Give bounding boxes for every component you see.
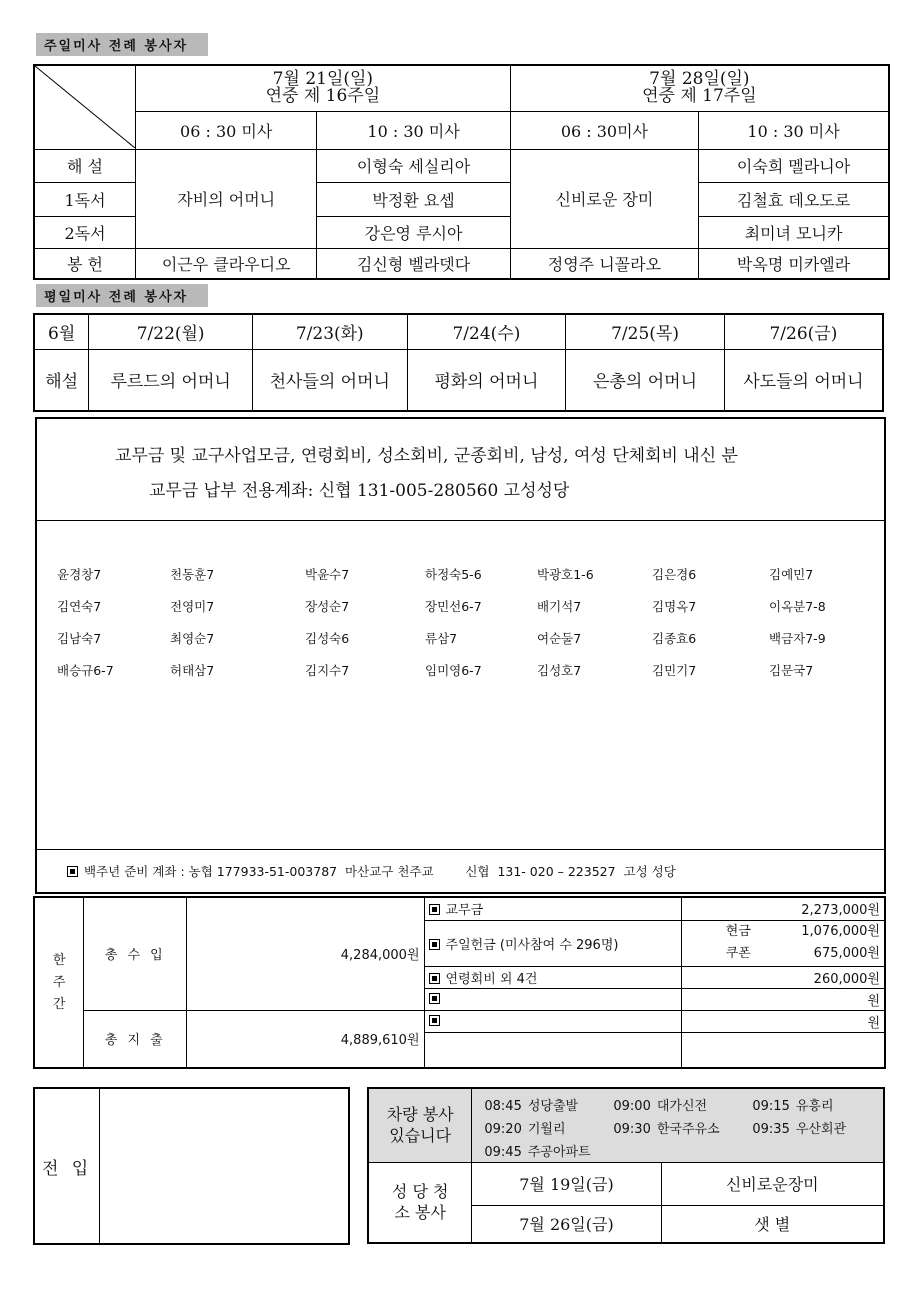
- donor-name: 전영미7: [170, 599, 215, 614]
- vehicle-label: [368, 1088, 472, 1162]
- vehicle-stop-time: 09:45: [484, 1145, 522, 1161]
- income-total: 4,284,000원: [187, 897, 424, 1010]
- donor-name: 김명옥7: [652, 599, 697, 614]
- coupon-label: 쿠폰: [725, 946, 751, 961]
- weekday-group-5: 사도들의 어머니: [724, 349, 883, 411]
- checkbox-icon: [67, 866, 78, 877]
- sunday2-late-commentary: 이숙희 멜라니아: [699, 149, 889, 182]
- sunday1-late-reading1: 박정환 요셉: [317, 182, 510, 216]
- weekday-date-2: 7/23(화): [252, 314, 407, 349]
- donor-name: 이옥분7-8: [769, 599, 826, 614]
- sunday2-late-offering: 박옥명 미카엘라: [699, 248, 889, 279]
- account-divider: [37, 849, 884, 850]
- weekday-group-3: 평화의 어머니: [407, 349, 566, 411]
- donor-name: 배기석7: [537, 599, 582, 614]
- vehicle-stop-time: 09:30: [613, 1122, 651, 1138]
- vehicle-stop-place: 기월리: [527, 1122, 566, 1138]
- donor-name: 배승규6-7: [57, 663, 114, 678]
- donor-name: 김예민7: [769, 567, 814, 582]
- role-commentary: 해 설: [34, 149, 136, 182]
- vehicle-stop-place: 대가신전: [656, 1099, 708, 1115]
- centennial-account: [63, 862, 676, 880]
- checkbox-icon: [429, 973, 440, 984]
- donation-box: [35, 417, 886, 894]
- sunday-date-2: 7월 28일(일): [649, 69, 750, 90]
- item-row-5: [424, 1010, 681, 1032]
- cleaning-group-2: 샛 별: [661, 1205, 884, 1243]
- donor-name: 최영순7: [170, 631, 215, 646]
- cleaning-date-1: 7월 19일(금): [472, 1162, 661, 1205]
- role-reading1: 1독서: [34, 182, 136, 216]
- sunday2-late-reading1: 김철효 데오도로: [699, 182, 889, 216]
- vehicle-stop: [484, 1095, 578, 1114]
- donor-name: 김지수7: [305, 663, 350, 678]
- cash-label: 현금: [725, 924, 751, 939]
- donor-name: 윤경창7: [57, 567, 102, 582]
- donation-divider: [37, 520, 884, 521]
- donor-name: 장성순7: [305, 599, 350, 614]
- donor-name: 임미영6-7: [425, 663, 482, 678]
- sunday-week-1: 연중 제 16주일: [265, 86, 381, 107]
- vehicle-stop-time: 08:45: [484, 1099, 522, 1115]
- vehicle-stop: [752, 1118, 846, 1137]
- item-row-4: [424, 988, 681, 1010]
- weekday-date-5: 7/26(금): [724, 314, 883, 349]
- vehicle-stop: [752, 1095, 833, 1114]
- mass-time-4: 10 : 30 미사: [699, 111, 889, 149]
- vehicle-schedule: [472, 1088, 884, 1162]
- donor-name: 허태삼7: [170, 663, 215, 678]
- mass-time-1: 06 : 30 미사: [136, 111, 317, 149]
- donor-name: 김종효6: [652, 631, 697, 646]
- checkbox-icon: [429, 904, 440, 915]
- sunday2-early-group: 신비로운 장미: [510, 149, 698, 248]
- sunday-schedule-table: [33, 64, 890, 280]
- empty-amount-cell: [681, 1032, 885, 1068]
- expense-total: 4,889,610원: [187, 1010, 424, 1068]
- weekday-role: 해설: [34, 349, 89, 411]
- donor-name: 김남숙7: [57, 631, 102, 646]
- weekday-group-2: 천사들의 어머니: [252, 349, 407, 411]
- donor-name: 박윤수7: [305, 567, 350, 582]
- donor-name: 백금자7-9: [769, 631, 826, 646]
- sunday2-early-offering: 정영주 니꼴라오: [510, 248, 698, 279]
- sunday1-early-group: 자비의 어머니: [136, 149, 317, 248]
- weekday-group-1: 루르드의 어머니: [89, 349, 253, 411]
- role-reading2: 2독서: [34, 216, 136, 248]
- donor-name: 천동훈7: [170, 567, 215, 582]
- checkbox-icon: [429, 939, 440, 950]
- transfer-in-content: [100, 1088, 349, 1244]
- finance-period: [34, 897, 84, 1068]
- vehicle-stop-time: 09:35: [752, 1122, 790, 1138]
- finance-table: [33, 896, 886, 1069]
- empty-item-cell: [424, 1032, 681, 1068]
- donor-name: 김연숙7: [57, 599, 102, 614]
- cleaning-date-2: 7월 26일(금): [472, 1205, 661, 1243]
- weekday-section-header: 평일미사 전례 봉사자: [36, 284, 208, 307]
- transfer-in-table: [33, 1087, 350, 1245]
- donor-name: 김성숙6: [305, 631, 350, 646]
- sunday1-late-commentary: 이형숙 세실리아: [317, 149, 510, 182]
- cleaning-label-text: 성 당 청소 봉사: [391, 1182, 449, 1223]
- item-label-3: 연령회비 외 4건: [445, 971, 538, 987]
- cleaning-group-1: 신비로운장미: [661, 1162, 884, 1205]
- weekday-date-1: 7/22(월): [89, 314, 253, 349]
- vehicle-stop: [613, 1118, 719, 1137]
- vehicle-stop-place: 유흥리: [795, 1099, 834, 1115]
- vehicle-time-grid: [472, 1090, 883, 1160]
- sunday-section-header: 주일미사 전례 봉사자: [36, 33, 208, 56]
- vehicle-stop-time: 09:15: [752, 1099, 790, 1115]
- checkbox-icon: [429, 993, 440, 1004]
- cash-amount: 1,076,000원: [801, 924, 880, 939]
- item-label-1: 교무금: [445, 903, 484, 919]
- coupon-amount: 675,000원: [813, 946, 880, 961]
- vehicle-label-text: 차량 봉사 있습니다: [386, 1105, 454, 1146]
- income-label: 총 수 입: [84, 897, 187, 1010]
- sunday1-late-offering: 김신형 벨라뎃다: [317, 248, 510, 279]
- donor-name: 류삼7: [425, 631, 458, 646]
- vehicle-stop: [613, 1095, 707, 1114]
- weekday-date-3: 7/24(수): [407, 314, 566, 349]
- vehicle-stop: [484, 1118, 565, 1137]
- item-row-1: [424, 897, 681, 920]
- item-amount-3: 260,000원: [681, 966, 885, 988]
- vehicle-stop-place: 우산회관: [795, 1122, 847, 1138]
- donor-name: 김은경6: [652, 567, 697, 582]
- item-row-3: [424, 966, 681, 988]
- vehicle-stop: [484, 1141, 590, 1160]
- vehicle-stop-time: 09:00: [613, 1099, 651, 1115]
- sunday2-late-reading2: 최미녀 모니카: [699, 216, 889, 248]
- role-offering: 봉 헌: [34, 248, 136, 279]
- vehicle-stop-place: 한국주유소: [656, 1122, 720, 1138]
- donor-name: 하정숙5-6: [425, 567, 482, 582]
- centennial-account-text: 백주년 준비 계좌 : 농협 177933-51-003787 마산교구 천주교 신협 131- 020 – 223527 고성 성당: [84, 864, 676, 879]
- donor-name: 김민기7: [652, 663, 697, 678]
- item-amount-2: [681, 920, 885, 966]
- service-table: [367, 1087, 885, 1244]
- vehicle-stop-place: 주공아파트: [527, 1145, 591, 1161]
- item-amount-4: 원: [681, 988, 885, 1010]
- sunday-date-1: 7월 21일(일): [272, 69, 374, 90]
- donor-name: 김성호7: [537, 663, 582, 678]
- diagonal-corner-cell: [34, 65, 136, 149]
- mass-time-3: 06 : 30미사: [510, 111, 698, 149]
- item-row-2: [424, 920, 681, 966]
- weekday-schedule-table: [33, 313, 884, 412]
- donor-name: 김문국7: [769, 663, 814, 678]
- cleaning-label: [368, 1162, 472, 1243]
- mass-time-2: 10 : 30 미사: [317, 111, 510, 149]
- item-amount-1: 2,273,000원: [681, 897, 885, 920]
- item-label-2: 주일헌금 (미사참여 수 296명): [445, 937, 619, 953]
- sunday-week-2: 연중 제 17주일: [642, 86, 757, 107]
- donor-name: 여순둘7: [537, 631, 582, 646]
- finance-period-text: 한주간: [52, 952, 66, 1012]
- weekday-group-4: 은총의 어머니: [566, 349, 725, 411]
- weekday-month: 6월: [34, 314, 89, 349]
- sunday1-late-reading2: 강은영 루시아: [317, 216, 510, 248]
- weekday-date-4: 7/25(목): [566, 314, 725, 349]
- donation-account-line: 교무금 납부 전용계좌: 신협 131-005-280560 고성성당: [149, 481, 570, 501]
- expense-label: 총 지 출: [84, 1010, 187, 1068]
- donor-name: 박광호1-6: [537, 567, 594, 582]
- donor-name: 장민선6-7: [425, 599, 482, 614]
- sunday1-early-offering: 이근우 클라우디오: [136, 248, 317, 279]
- vehicle-stop-time: 09:20: [484, 1122, 522, 1138]
- transfer-in-label: 전 입: [34, 1088, 100, 1244]
- donation-heading: 교무금 및 교구사업모금, 연령회비, 성소회비, 군종회비, 남성, 여성 단체회비 내신 분: [115, 446, 738, 466]
- vehicle-stop-place: 성당출발: [527, 1099, 579, 1115]
- checkbox-icon: [429, 1015, 440, 1026]
- item-amount-5: 원: [681, 1010, 885, 1032]
